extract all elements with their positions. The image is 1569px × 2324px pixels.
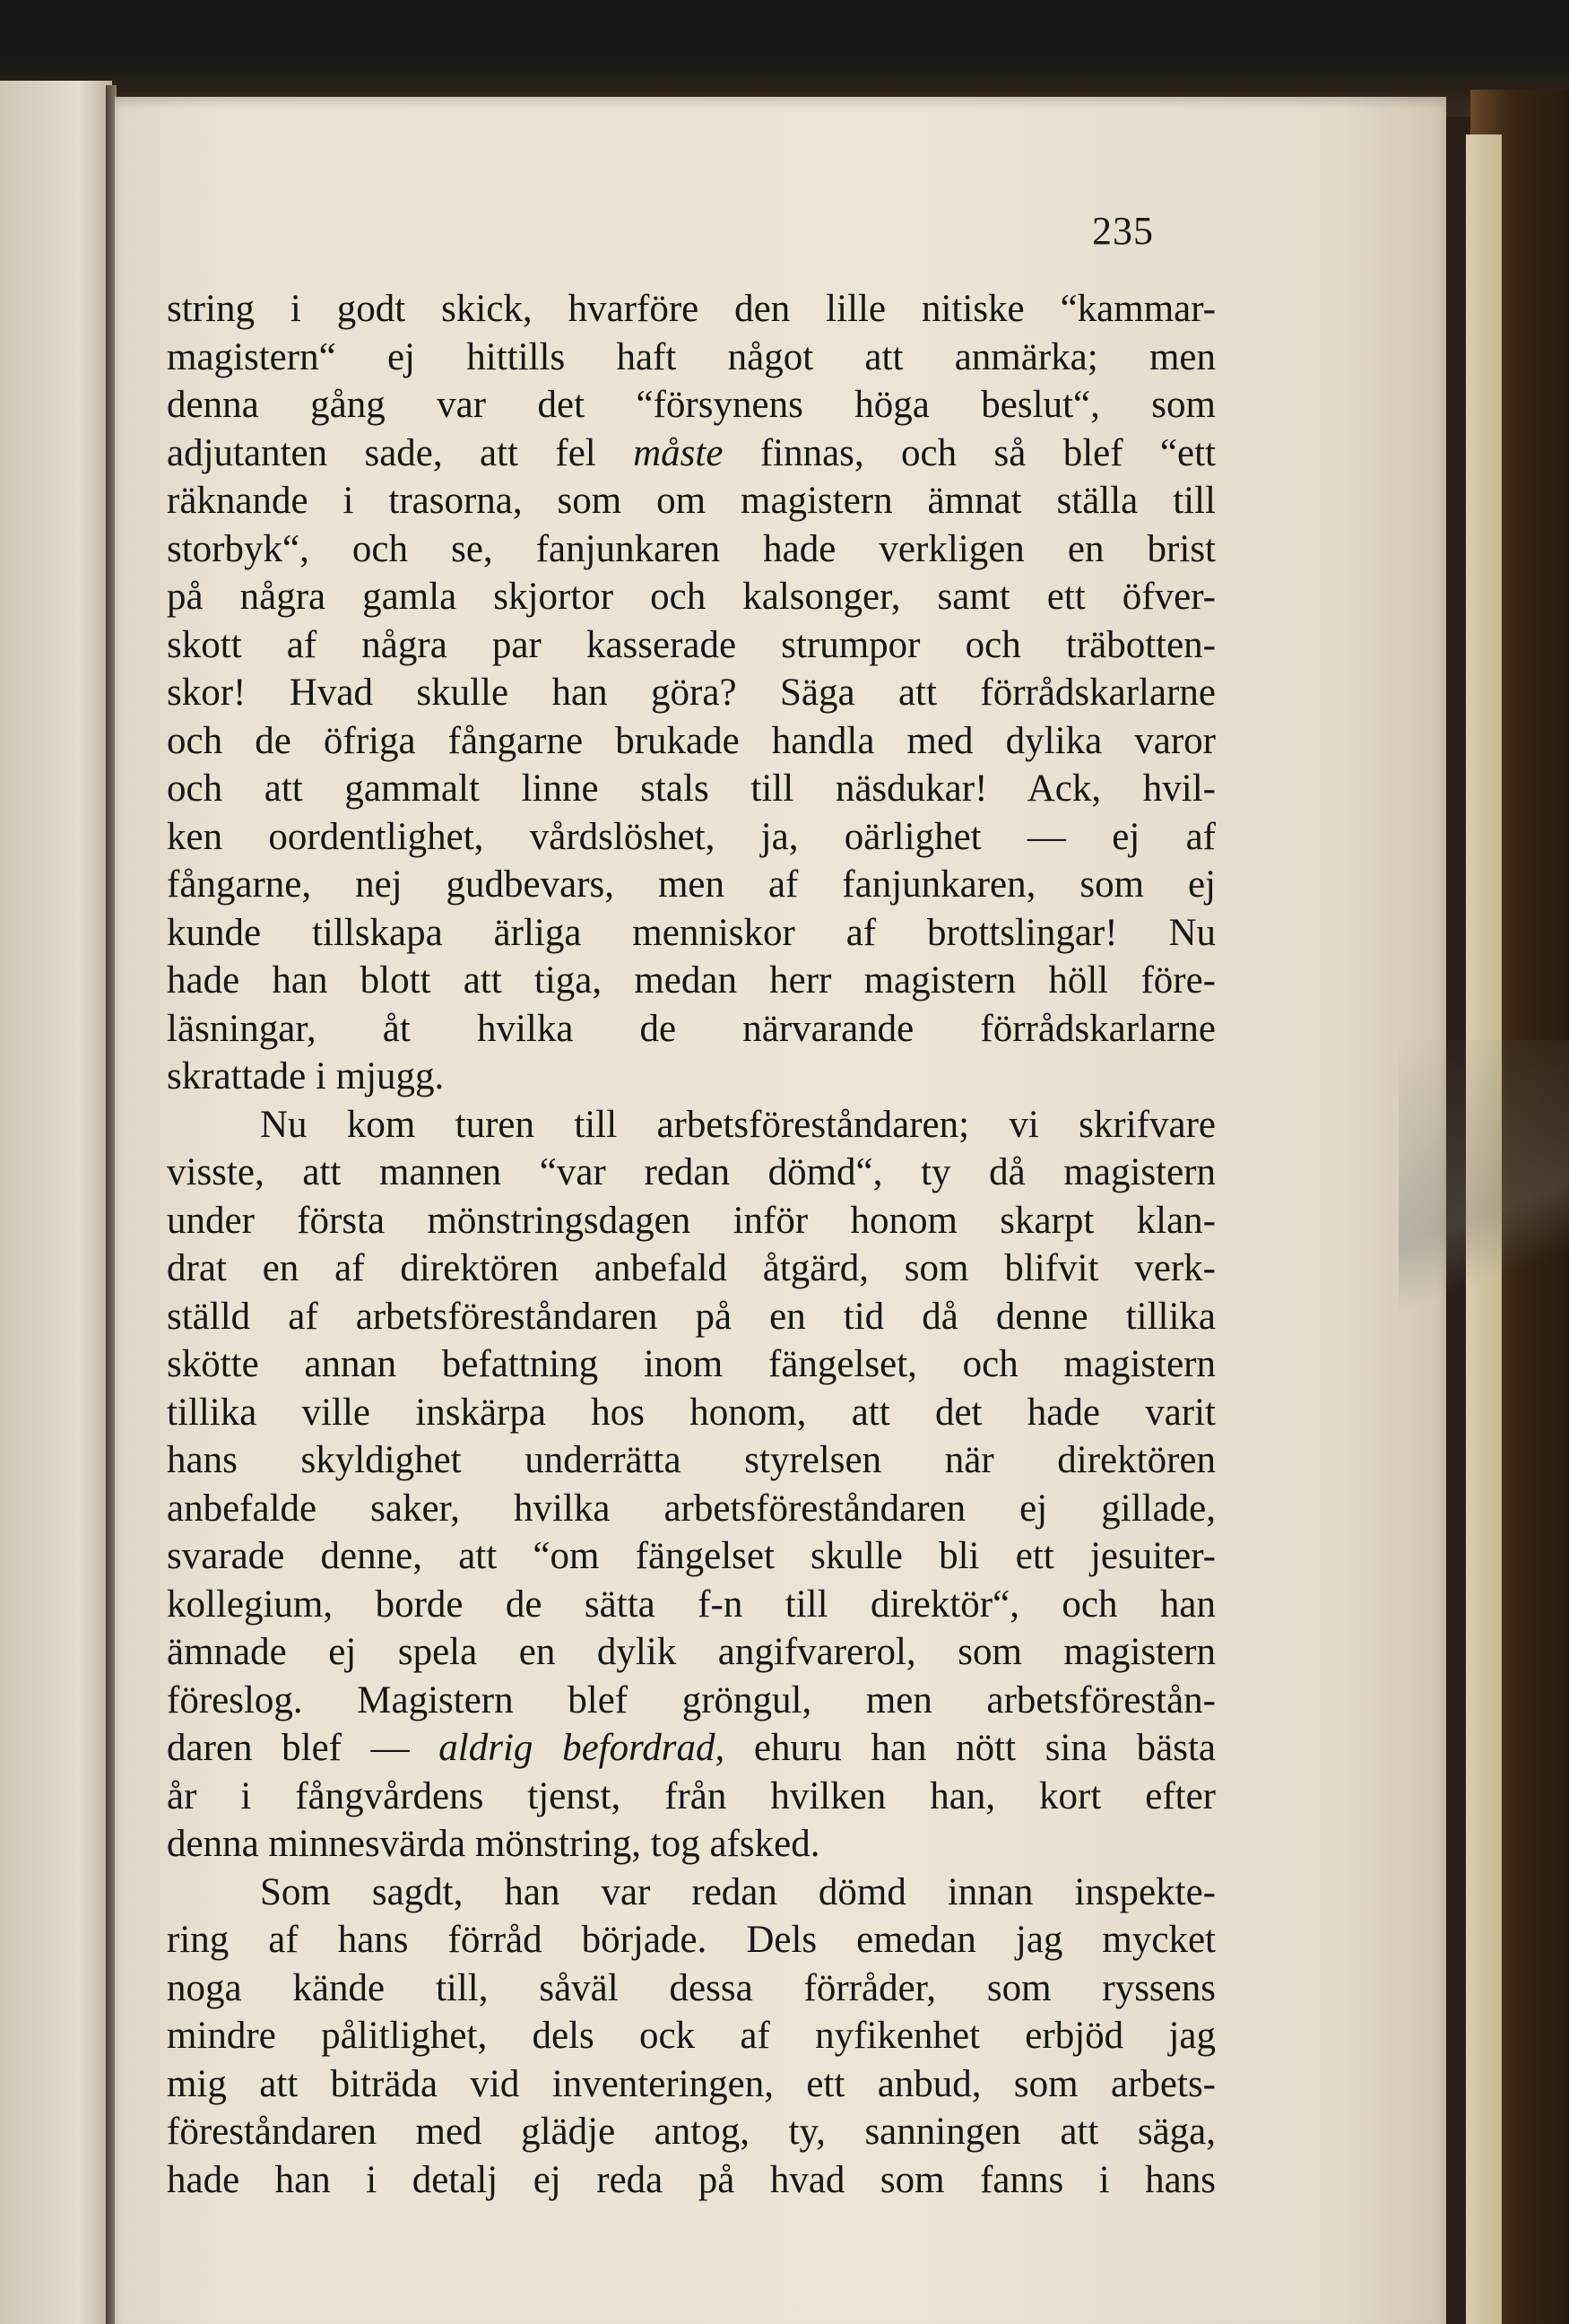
emphasized-text: måste bbox=[633, 431, 724, 474]
text-line: Som sagdt, han var redan dömd innan inspekte- bbox=[260, 1870, 1216, 1913]
text-line: och att gammalt linne stals till näsdukar! Ack, hvil- bbox=[167, 767, 1216, 810]
text-line: Nu kom turen till arbetsföreståndaren; vi skrifvare bbox=[260, 1103, 1216, 1146]
text-line: noga kände till, såväl dessa förråder, som ryssens bbox=[167, 1966, 1216, 2009]
text-line bbox=[167, 429, 1216, 478]
text-line: visste, att mannen “var redan dömd“, ty då magistern bbox=[167, 1151, 1216, 1193]
text-line: skott af några par kasserade strumpor och träbotten- bbox=[167, 623, 1216, 666]
text-segment: daren blef — bbox=[167, 1727, 439, 1769]
text-line: denna minnesvärda mönstring, tog afsked. bbox=[167, 1823, 820, 1865]
text-line bbox=[167, 1724, 1216, 1773]
text-line: storbyk“, och se, fanjunkaren hade verkligen en brist bbox=[167, 527, 1216, 570]
text-line: denna gång var det “försynens höga beslut“, som bbox=[167, 384, 1216, 426]
text-line: tillika ville inskärpa hos honom, att det hade varit bbox=[167, 1391, 1216, 1434]
text-line: ken oordentlighet, vårdslöshet, ja, oärlighet — ej af bbox=[167, 815, 1216, 858]
text-line: skrattade i mjugg. bbox=[167, 1055, 445, 1097]
text-line: läsningar, åt hvilka de närvarande förrådskarlarne bbox=[167, 1007, 1216, 1050]
page-number: 235 bbox=[1092, 209, 1154, 253]
glass-reflection bbox=[1399, 1040, 1569, 1435]
text-segment: adjutanten sade, att fel bbox=[167, 431, 634, 474]
body-text bbox=[167, 285, 1216, 2204]
text-segment: finnas, och så blef “ett bbox=[723, 431, 1216, 474]
text-line: hade han blott att tiga, medan herr magistern höll före- bbox=[167, 959, 1216, 1002]
text-line: på några gamla skjortor och kalsonger, samt ett öfver- bbox=[167, 576, 1216, 618]
text-line: kunde tillskapa ärliga menniskor af brottslingar! Nu bbox=[167, 911, 1216, 954]
text-line: mindre pålitlighet, dels ock af nyfikenhet erbjöd jag bbox=[167, 2015, 1216, 2057]
text-line: ställd af arbetsföreståndaren på en tid då denne tillika bbox=[167, 1295, 1216, 1338]
text-line: fångarne, nej gudbevars, men af fanjunkaren, som ej bbox=[167, 863, 1216, 906]
text-line: svarade denne, att “om fängelset skulle bli ett jesuiter- bbox=[167, 1535, 1216, 1577]
text-line: hade han i detalj ej reda på hvad som fanns i hans bbox=[167, 2158, 1216, 2201]
text-line: magistern“ ej hittills haft något att anmärka; men bbox=[167, 335, 1216, 378]
text-line: ämnade ej spela en dylik angifvarerol, som magistern bbox=[167, 1631, 1216, 1673]
text-line: skötte annan befattning inom fängelset, och magistern bbox=[167, 1343, 1216, 1385]
emphasized-text: aldrig befordrad, bbox=[438, 1727, 725, 1769]
text-line: och de öfriga fångarne brukade handla med dylika varor bbox=[167, 719, 1216, 762]
text-line: under första mönstringsdagen inför honom skarpt klan- bbox=[167, 1199, 1216, 1242]
text-line: drat en af direktören anbefald åtgärd, som blifvit verk- bbox=[167, 1247, 1216, 1289]
text-line: mig att biträda vid inventeringen, ett anbud, som arbets- bbox=[167, 2062, 1216, 2105]
text-line: år i fångvårdens tjenst, från hvilken han, kort efter bbox=[167, 1774, 1216, 1817]
text-line: föreståndaren med glädje antog, ty, sanningen att säga, bbox=[167, 2111, 1216, 2153]
text-line: skor! Hvad skulle han göra? Säga att förrådskarlarne bbox=[167, 672, 1216, 714]
text-line: räknande i trasorna, som om magistern ämnat ställa till bbox=[167, 480, 1216, 522]
text-line: ring af hans förråd började. Dels emedan jag mycket bbox=[167, 1919, 1216, 1961]
text-segment: ehuru han nött sina bästa bbox=[724, 1727, 1216, 1769]
text-line: anbefalde saker, hvilka arbetsföreståndaren ej gillade, bbox=[167, 1487, 1216, 1530]
text-line: kollegium, borde de sätta f-n till direktör“, och han bbox=[167, 1583, 1216, 1626]
left-page-edge bbox=[0, 81, 112, 2324]
text-line: föreslog. Magistern blef gröngul, men arbetsförestån- bbox=[167, 1678, 1216, 1721]
text-line: string i godt skick, hvarföre den lille nitiske “kammar- bbox=[167, 288, 1216, 330]
text-line: hans skyldighet underrätta styrelsen när direktören bbox=[167, 1439, 1216, 1481]
